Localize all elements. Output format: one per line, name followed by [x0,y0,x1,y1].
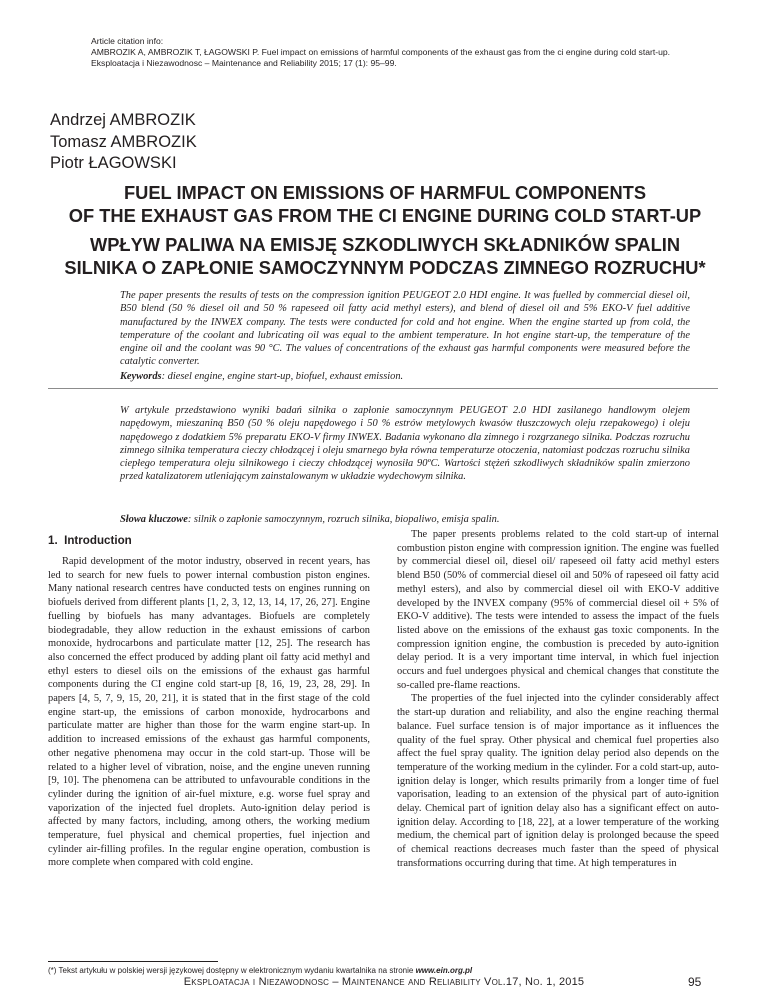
citation-label: Article citation info: [91,36,164,46]
author-name: Tomasz AMBROZIK [50,132,197,151]
keywords-polish [120,514,499,525]
author-name: Piotr ŁAGOWSKI [50,154,177,172]
journal-footer: Eksploatacja i Niezawodnosc – Maintenance and Reliability Vol.17, No. 1, 2015 [183,976,585,988]
author-list [50,110,197,175]
footnote [48,966,472,975]
title-polish-line: WPŁYW PALIWA NA EMISJĘ SZKODLIWYCH SKŁADNIKÓW SPALIN [89,234,681,255]
article-citation [91,36,691,70]
section-title: Introduction [64,534,132,547]
title-polish [60,234,710,279]
footnote-divider [48,961,218,962]
title-english-line: OF THE EXHAUST GAS FROM THE CI ENGINE DURING COLD START-UP [68,204,702,226]
footnote-text: (*) Tekst artykułu w polskiej wersji językowej dostępny w elektronicznym wydaniu kwartalnika na stronie [48,966,416,975]
section-number: 1. [48,534,58,547]
author-name: Andrzej AMBROZIK [50,111,196,129]
abstract-polish: W artykule przedstawiono wyniki badań silnika o zapłonie samoczynnym PEUGEOT 2.0 HDI zasilanego handlowym olejem napędowym, mieszaniną B50 (50 % oleju napędowego i 50 % estrów metylowych kwasów tłuszczowych oleju rzepakowego) i oleju napędowego z dodatkiem 5% preparatu EKO-V firmy INWEX. Badania wykonano dla zimnego i rozgrzanego silnika. Podczas rozruchu zimnego silnika temperatura cieczy chłodzącej i oleju smarnego była równa temperaturze otoczenia, natomiast podczas rozruchu silnika ciepłego temperatura oleju silnikowego i cieczy chłodzącej wynosiła 90ºC. Wartości stężeń szkodliwych składników spalin zmierzono przed katalizatorem utleniającym zainstalowanym w układzie wydechowym silnika. [120,405,690,483]
abstract-divider [48,388,718,389]
keywords-text: : diesel engine, engine start-up, biofuel, exhaust emission. [161,371,404,382]
keywords-label: Keywords [120,371,162,382]
keywords-label: Słowa kluczowe [120,514,188,525]
title-english-line: FUEL IMPACT ON EMISSIONS OF HARMFUL COMPONENTS [123,182,647,203]
abstract-english: The paper presents the results of tests on the compression ignition PEUGEOT 2.0 HDI engine. It was fuelled by commercial diesel oil, B50 blend (50 % diesel oil and 50 % rapeseed oil fatty acid methyl esters), and blend of diesel oil and 5% EKO-V fuel additive manufactured by the INWEX company. The tests were conducted for cold and hot engine. When the engine started up from cold, the temperature of the coolant and lubricating oil was equal to the ambient temperature. In hot engine start-up, the temperature of the engine oil and the coolant was 90 °C. The values of concentrations of the exhaust gas harmful components were measured before the catalytic converter. [120,290,690,368]
title-polish-line: SILNIKA O ZAPŁONIE SAMOCZYNNYM PODCZAS ZIMNEGO ROZRUCHU* [64,256,706,278]
citation-text: AMBROZIK A, AMBROZIK T, ŁAGOWSKI P. Fuel impact on emissions of harmful components of the exhaust gas from the ci engine during cold start-up. Eksploatacja i Niezawodnosc – Maintenance and Reliability 2015; 17 (1): 95–99. [91,47,671,69]
keywords-english [120,371,403,382]
right-text-column [397,528,719,871]
paragraph: Rapid development of the motor industry, observed in recent years, has led to search for new fuels to power internal combustion piston engines. Many national research centres have conducted tests on engines running on biofuels derived from different plants [1, 2, 3, 12, 13, 14, 17, 26, 27]. Engine fuelling by biofuels has many advantages. Biofuels are completely biodegradable, they allow reduction in the exhaust emissions of carbon monoxide, hydrocarbons and particulate matter [12, 25]. The research has also concerned the effect produced by adding plant oil fatty acid methyl and ethyl esters to diesel oils on the emissions of the exhaust gas harmful components during the CI engine cold start-up [8, 16, 19, 23, 28, 29]. In papers [4, 5, 7, 9, 15, 20, 21], it is stated that in the first stage of the cold engine start-up, the emissions of carbon monoxide, hydrocarbons and particulate matter are higher than those for the warm engine start-up. In addition to increased emissions of the exhaust gas harmful components, other negative phenomena may occur in the cold start-up. Those will be related to a higher level of vibration, noise, and the engine uneven running [9, 10]. The phenomena can be attributed to unfavourable conditions in the cylinder during the ignition of air-fuel mixture, e.g. worse fuel spray and vaporization of the injected fuel droplets. Auto-ignition delay period is affected by many factors, including, among others, the working medium temperature, fuel physical and chemical properties, fuel injection and cylinder air-filling profiles. In the regular engine operation, combustion is more complete when compared with cold engine. [48,556,370,869]
left-text-column [48,555,370,870]
footnote-link[interactable]: www.ein.org.pl [415,966,473,975]
keywords-text: : silnik o zapłonie samoczynnym, rozruch silnika, biopaliwo, emisja spalin. [187,514,500,525]
paragraph: The properties of the fuel injected into the cylinder considerably affect the start-up duration and reliability, and also the engine reaching thermal balance. Fuel surface tension is of major importance as it influences the quality of the fuel spray. Other physical and chemical fuel properties also affect the fuel spray quality. The ignition delay period also depends on the temperature of the working medium in the cylinder. For a cold start-up, auto-ignition delay is longer, which results primarily from a longer time of fuel vaporisation, leading to an extension of the physical part of auto-ignition delay. Chemical part of ignition delay also has a significant effect on auto-ignition delay. According to [18, 22], at a lower temperature of the working medium, the chemical part of ignition delay is prolonged because the speed of chemical reactions decreases much faster than the speed of physical transformations occurring during that time. At high temperatures in [397,693,719,869]
title-english [60,182,710,227]
section-heading [48,534,132,547]
paragraph: The paper presents problems related to the cold start-up of internal combustion piston engine with compression ignition. The engine was fuelled by commercial diesel oil, diesel oil/ rapeseed oil fatty acid methyl esters blend B50 (50% of commercial diesel oil and 50% of rapeseed oil fatty acid methyl esters), and also by commercial diesel oil with EKO-V additive developed by the INVEX company (95% of commercial diesel oil + 5% of EKO-V additive). The tests were intended to assess the impact of the fuels listed above on the emissions of the exhaust gas toxic components. In the compression ignition engine, the combustion is preceded by auto-ignition delay period. It is a very important time interval, in which fuel injection occurs and fuel undergoes physical and chemical changes that constitute the so-called pre-flame reactions. [397,529,719,691]
page-number: 95 [688,975,702,989]
